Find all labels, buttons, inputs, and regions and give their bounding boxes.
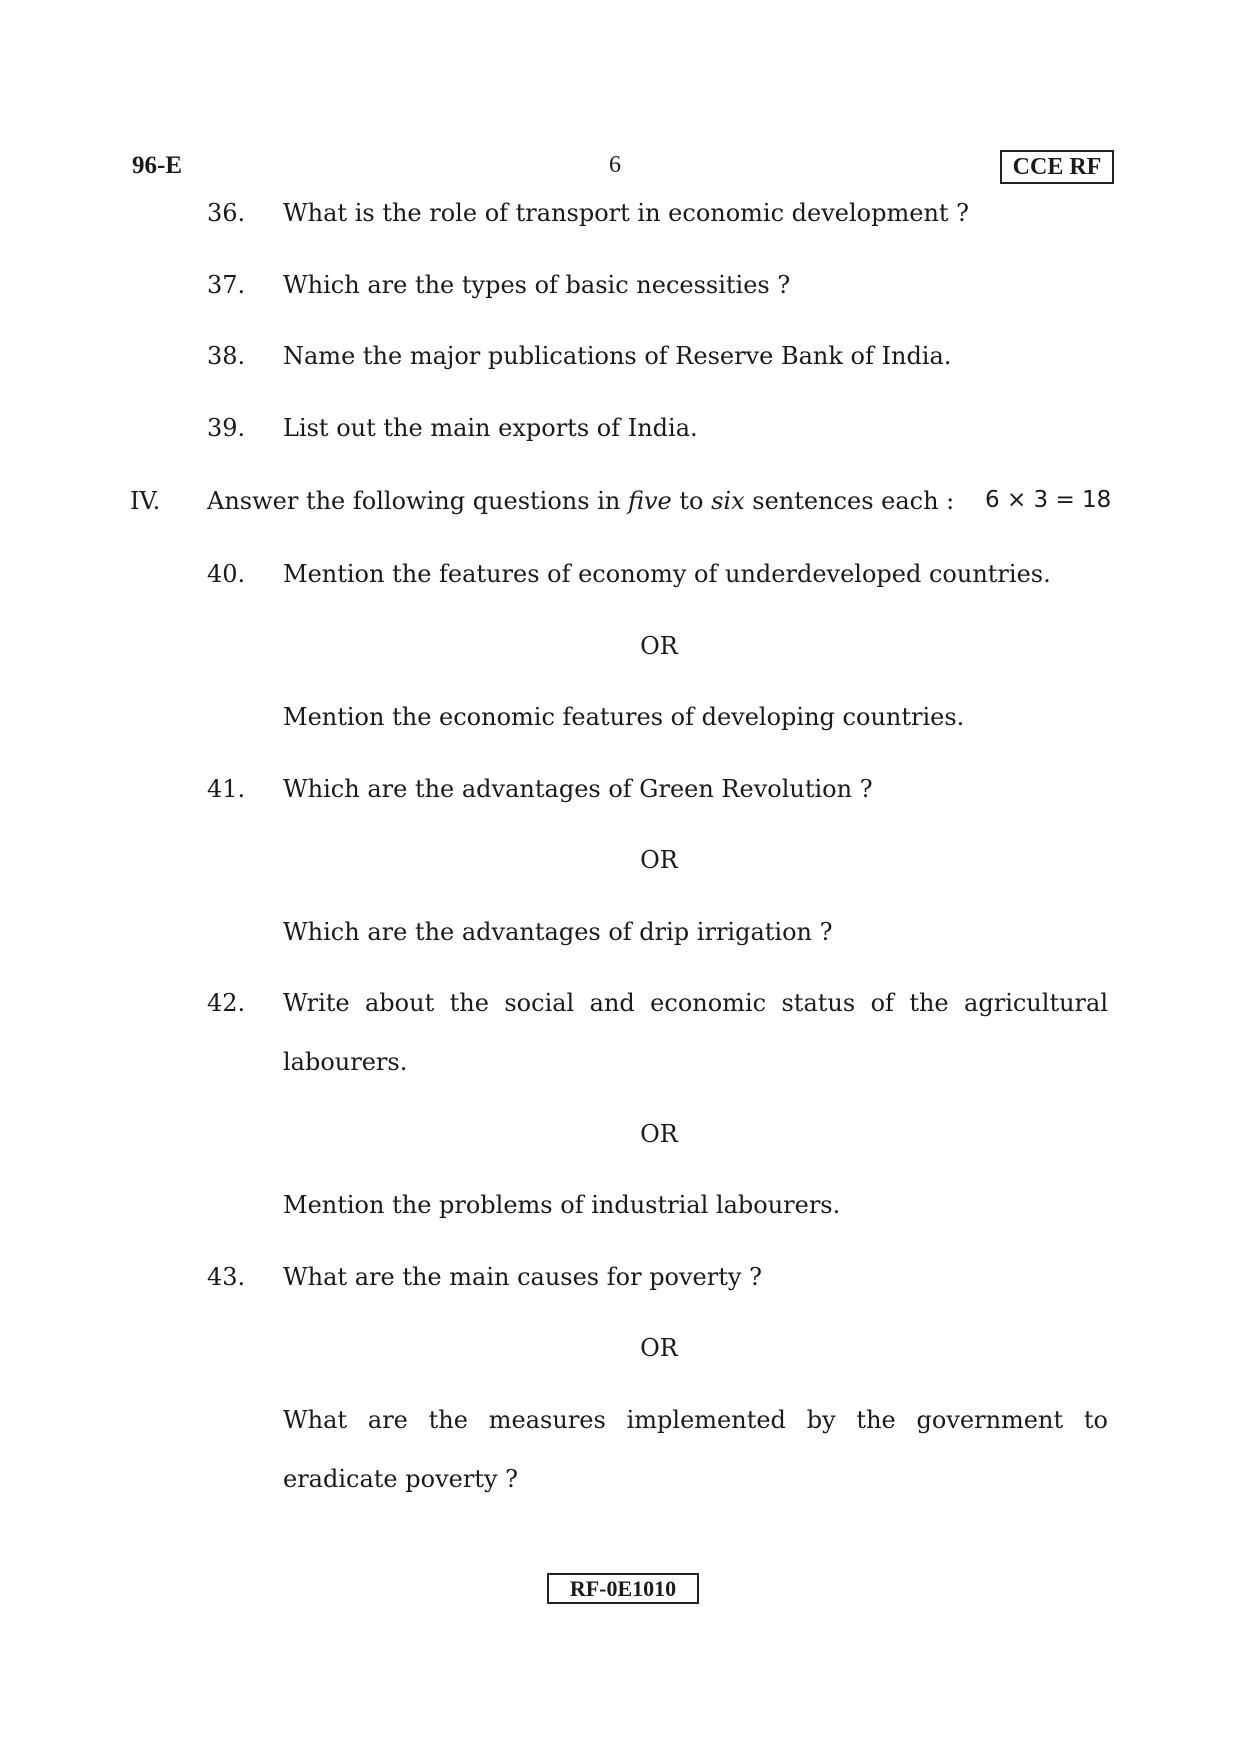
question-text: Name the major publications of Reserve Bank of India.	[283, 342, 952, 370]
series-label-box	[1000, 150, 1114, 184]
question-number: 36.	[207, 199, 246, 227]
section-instruction	[207, 489, 954, 513]
question-number: 39.	[207, 414, 246, 442]
section-roman-numeral: IV.	[130, 487, 161, 515]
or-separator: OR	[640, 1334, 678, 1362]
question-text: Which are the advantages of Green Revolution ?	[283, 775, 873, 803]
paper-code: 96-E	[132, 152, 182, 179]
instruction-emphasis: five	[627, 487, 672, 515]
question-alternative: Which are the advantages of drip irrigation ?	[283, 918, 833, 946]
question-text: Which are the types of basic necessities ?	[283, 271, 791, 299]
question-text: What are the main causes for poverty ?	[283, 1263, 762, 1291]
instruction-text: Answer the following questions in	[207, 487, 628, 515]
instruction-emphasis: six	[711, 487, 745, 515]
question-alternative: Mention the problems of industrial labourers.	[283, 1191, 841, 1219]
instruction-text: sentences each :	[744, 487, 955, 515]
series-label: CCE RF	[1012, 153, 1102, 180]
question-alternative: Mention the economic features of developing countries.	[283, 703, 965, 731]
question-alternative-continued: eradicate poverty ?	[283, 1465, 518, 1493]
or-separator: OR	[640, 846, 678, 874]
question-number: 42.	[207, 989, 246, 1017]
or-separator: OR	[640, 1120, 678, 1148]
section-marks: 6 × 3 = 18	[985, 487, 1112, 513]
question-number: 38.	[207, 342, 246, 370]
question-text: Write about the social and economic status of the agricultural	[283, 989, 1108, 1017]
or-separator: OR	[640, 632, 678, 660]
question-alternative: What are the measures implemented by the government to	[283, 1406, 1108, 1434]
question-number: 37.	[207, 271, 246, 299]
question-number: 40.	[207, 560, 246, 588]
question-text: Mention the features of economy of underdeveloped countries.	[283, 560, 1051, 588]
footer-code-box	[547, 1573, 699, 1604]
question-number: 43.	[207, 1263, 246, 1291]
question-text-continued: labourers.	[283, 1048, 408, 1076]
page-number: 6	[609, 152, 621, 178]
footer-code: RF-0E1010	[569, 1575, 677, 1601]
instruction-text: to	[671, 487, 712, 515]
question-text: List out the main exports of India.	[283, 414, 698, 442]
question-text: What is the role of transport in economic development ?	[283, 199, 970, 227]
question-number: 41.	[207, 775, 246, 803]
